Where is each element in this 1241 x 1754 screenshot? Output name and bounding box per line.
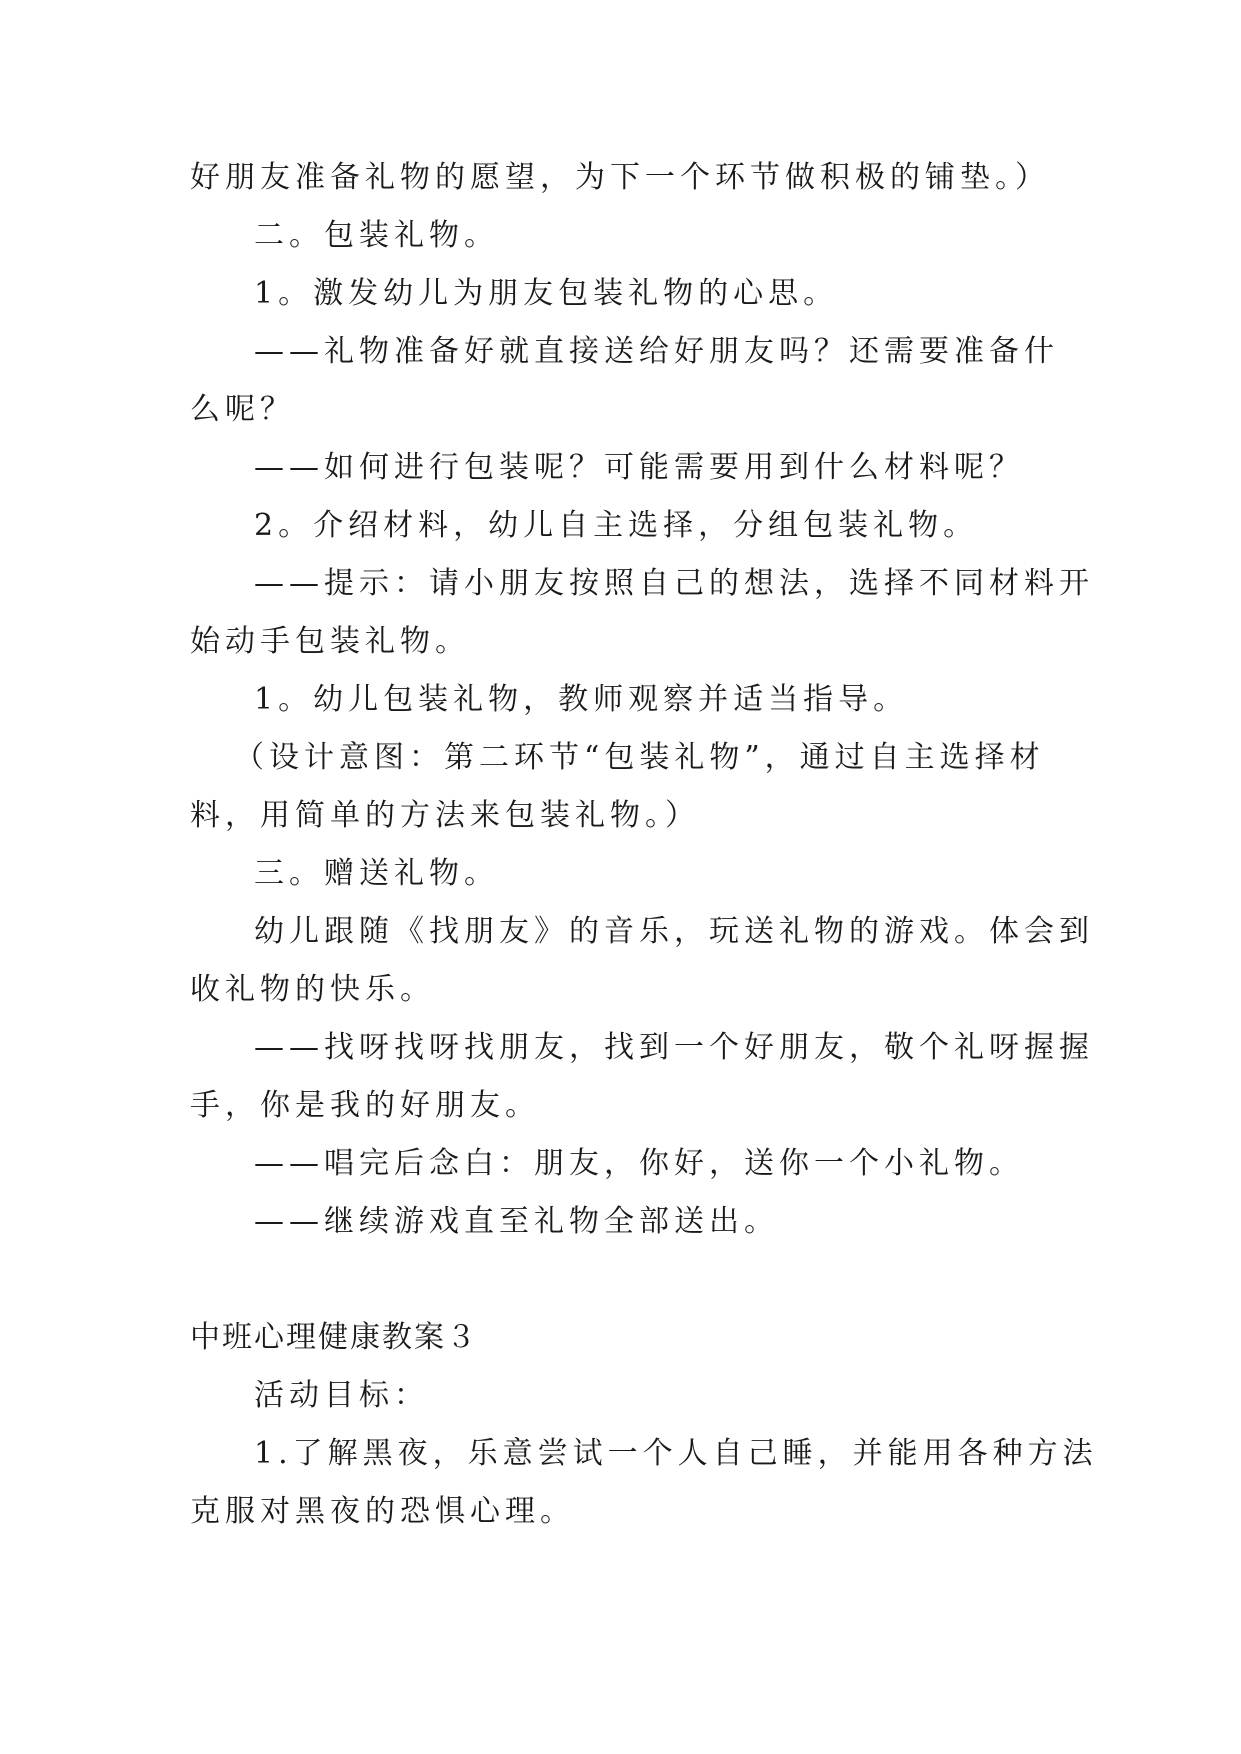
- paragraph-line: ——如何进行包装呢？可能需要用到什么材料呢？: [254, 450, 1024, 485]
- section-heading-3: 三。赠送礼物。: [254, 856, 499, 891]
- paragraph-line: 1。激发幼儿为朋友包装礼物的心思。: [254, 276, 839, 311]
- paragraph-line: 克服对黑夜的恐惧心理。: [190, 1494, 575, 1529]
- paragraph-line: ——唱完后念白：朋友，你好，送你一个小礼物。: [254, 1146, 1024, 1181]
- paragraph-line: ——提示：请小朋友按照自己的想法，选择不同材料开: [254, 566, 1094, 601]
- paragraph-line: 2。介绍材料，幼儿自主选择，分组包装礼物。: [254, 508, 979, 543]
- blank-line: [190, 1260, 1052, 1318]
- paragraph-line: 手，你是我的好朋友。: [190, 1088, 540, 1123]
- paragraph-line: 始动手包装礼物。: [190, 624, 470, 659]
- paragraph-line: （设计意图：第二环节“包装礼物”，通过自主选择材: [234, 740, 1045, 775]
- paragraph-line: ——礼物准备好就直接送给好朋友吗？还需要准备什: [254, 334, 1059, 369]
- document-body: [190, 158, 1098, 1550]
- paragraph-line: 好朋友准备礼物的愿望，为下一个环节做积极的铺垫。）: [190, 160, 1050, 195]
- activity-goals-heading: 活动目标：: [254, 1378, 429, 1413]
- paragraph-line: 么呢？: [190, 392, 295, 427]
- lesson-plan-title: 中班心理健康教案３: [190, 1320, 478, 1355]
- paragraph-line: 1.了解黑夜，乐意尝试一个人自己睡，并能用各种方法: [254, 1436, 1098, 1471]
- paragraph-line: 1。幼儿包装礼物，教师观察并适当指导。: [254, 682, 909, 717]
- paragraph-line: 料，用简单的方法来包装礼物。）: [190, 798, 700, 833]
- paragraph-line: ——继续游戏直至礼物全部送出。: [254, 1204, 779, 1239]
- paragraph-line: ——找呀找呀找朋友，找到一个好朋友，敬个礼呀握握: [254, 1030, 1094, 1065]
- paragraph-line: 幼儿跟随《找朋友》的音乐，玩送礼物的游戏。体会到: [254, 914, 1094, 949]
- section-heading-2: 二。包装礼物。: [254, 218, 499, 253]
- paragraph-line: 收礼物的快乐。: [190, 972, 435, 1007]
